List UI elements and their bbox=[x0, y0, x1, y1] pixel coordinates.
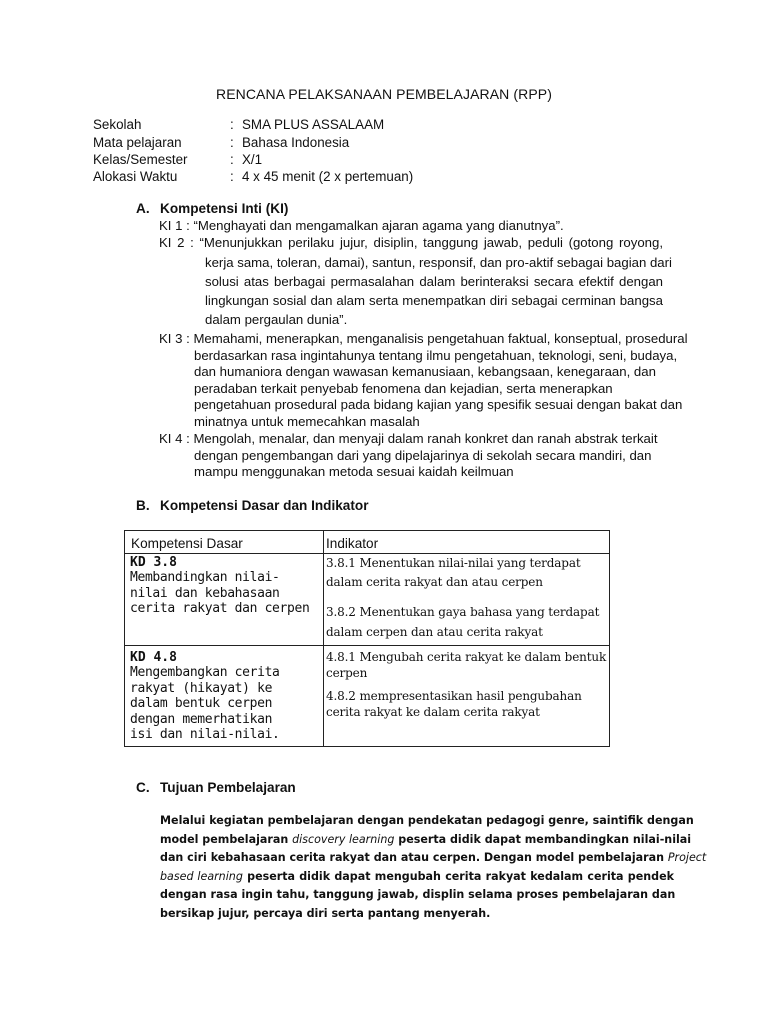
identity-separator: : bbox=[230, 169, 234, 184]
ki3-line: minatnya untuk memecahkan masalah bbox=[194, 414, 420, 429]
identity-label: Mata pelajaran bbox=[93, 135, 182, 150]
section-title: Kompetensi Dasar dan Indikator bbox=[160, 498, 369, 513]
identity-label: Alokasi Waktu bbox=[93, 169, 178, 184]
identity-value: 4 x 45 menit (2 x pertemuan) bbox=[242, 169, 414, 184]
kd-description: Membandingkan nilai- nilai dan kebahasaan cerita rakyat dan cerpen bbox=[130, 570, 310, 617]
text-run: model pembelajaran bbox=[160, 832, 293, 846]
section-letter: A. bbox=[136, 201, 150, 216]
indicator-cell bbox=[324, 554, 610, 646]
text-run: bersikap jujur, percaya diri serta pantang menyerah. bbox=[160, 906, 491, 920]
paragraph-line bbox=[160, 868, 674, 887]
ki2-line: lingkungan sosial dan alam serta menempatkan diri sebagai cerminan bangsa bbox=[205, 293, 663, 308]
paragraph-line bbox=[160, 831, 692, 850]
text-run: peserta didik dapat mengubah cerita rakyat kedalam cerita pendek bbox=[242, 869, 674, 883]
identity-label: Kelas/Semester bbox=[93, 152, 188, 167]
text-run-italic: Project bbox=[667, 851, 707, 865]
text-run: dengan rasa ingin tahu, tanggung jawab, displin selama proses pembelajaran dan bbox=[160, 888, 676, 902]
section-c-heading bbox=[136, 780, 296, 795]
ki4-line: KI 4 : Mengolah, menalar, dan menyaji dalam ranah konkret dan ranah abstrak terkait bbox=[159, 431, 658, 446]
table-row bbox=[125, 554, 610, 646]
kd-description: Mengembangkan cerita rakyat (hikayat) ke dalam bentuk cerpen dengan memerhatikan isi dan nilai-nilai. bbox=[130, 665, 280, 743]
table-row bbox=[125, 646, 610, 747]
paragraph-line bbox=[160, 886, 674, 905]
ki3-line: KI 3 : Memahami, menerapkan, menganalisis pengetahuan faktual, konseptual, prosedural bbox=[159, 331, 688, 346]
indicator-line: 4.8.2 mempresentasikan hasil pengubahan bbox=[326, 689, 582, 703]
indicator-cell bbox=[324, 646, 610, 747]
indicator-line: cerpen bbox=[326, 666, 368, 680]
identity-value: SMA PLUS ASSALAAM bbox=[242, 117, 385, 132]
ki2-line: solusi atas berbagai permasalahan dalam berinteraksi secara efektif dengan bbox=[205, 274, 663, 289]
section-a-heading bbox=[136, 201, 288, 216]
ki2-line: kerja sama, toleran, damai), santun, responsif, dan pro-aktif sebagai bagian dari bbox=[205, 255, 672, 270]
kd-code: KD 4.8 bbox=[130, 650, 177, 665]
ki3-line: pengetahuan prosedural pada bidang kajian yang spesifik sesuai dengan bakat dan bbox=[194, 397, 683, 412]
indicator-line: dalam cerita rakyat dan atau cerpen bbox=[326, 575, 543, 589]
ki3-line: berdasarkan rasa ingintahunya tentang ilmu pengetahuan, teknologi, seni, budaya, bbox=[194, 348, 678, 363]
text-run: peserta didik dapat membandingkan nilai-nilai bbox=[394, 832, 692, 846]
ki3-line: dan humaniora dengan wawasan kemanusiaan, kebangsaan, kenegaraan, dan bbox=[194, 364, 656, 379]
kd-cell bbox=[125, 554, 324, 646]
identity-separator: : bbox=[230, 135, 234, 150]
indicator-line: 3.8.2 Menentukan gaya bahasa yang terdapat bbox=[326, 605, 600, 619]
identity-value: X/1 bbox=[242, 152, 263, 167]
paragraph-line bbox=[160, 812, 694, 831]
document-title: RENCANA PELAKSANAAN PEMBELAJARAN (RPP) bbox=[215, 86, 552, 102]
table-header-cell: Indikator bbox=[324, 531, 610, 554]
text-run: Melalui kegiatan pembelajaran dengan pendekatan pedagogi genre, saintifik dengan bbox=[160, 814, 694, 827]
indicator-line: dalam cerpen dan atau cerita rakyat bbox=[326, 625, 543, 639]
indicator-line: cerita rakyat ke dalam cerita rakyat bbox=[326, 705, 540, 719]
text-run: dan ciri kebahasaan cerita rakyat dan atau cerpen. Dengan model pembelajaran bbox=[160, 851, 668, 865]
identity-separator: : bbox=[230, 117, 234, 132]
section-letter: C. bbox=[136, 780, 150, 795]
paragraph-line bbox=[160, 849, 707, 868]
section-title: Tujuan Pembelajaran bbox=[160, 780, 296, 795]
text-run-italic: based learning bbox=[160, 869, 243, 883]
table-header-row bbox=[125, 531, 610, 554]
section-title: Kompetensi Inti (KI) bbox=[160, 201, 289, 216]
ki1-text: KI 1 : “Menghayati dan mengamalkan ajaran agama yang dianutnya”. bbox=[159, 218, 564, 233]
ki2-line: dalam pergaulan dunia”. bbox=[205, 312, 348, 327]
section-letter: B. bbox=[136, 498, 150, 513]
indicator-line: 3.8.1 Menentukan nilai-nilai yang terdapat bbox=[326, 556, 581, 570]
ki3-line: peradaban terkait penyebab fenomena dan kejadian, serta menerapkan bbox=[194, 381, 613, 396]
kd-cell bbox=[125, 646, 324, 747]
indicator-line: 4.8.1 Mengubah cerita rakyat ke dalam bentuk bbox=[326, 650, 607, 664]
identity-value: Bahasa Indonesia bbox=[242, 135, 350, 150]
learning-objective-paragraph bbox=[160, 812, 707, 924]
text-run-italic: discovery learning bbox=[292, 832, 395, 846]
section-b-heading bbox=[136, 498, 369, 513]
paragraph-line bbox=[160, 905, 674, 924]
competency-table bbox=[124, 530, 610, 747]
identity-label: Sekolah bbox=[93, 117, 142, 132]
table-header-cell: Kompetensi Dasar bbox=[125, 531, 324, 554]
identity-separator: : bbox=[230, 152, 234, 167]
ki4-line: dengan pengembangan dari yang dipelajarinya di sekolah secara mandiri, dan bbox=[194, 448, 652, 463]
kd-code: KD 3.8 bbox=[130, 555, 177, 570]
ki2-line: KI 2 : “Menunjukkan perilaku jujur, disiplin, tanggung jawab, peduli (gotong royong, bbox=[159, 235, 663, 250]
ki4-line: mampu menggunakan metoda sesuai kaidah keilmuan bbox=[194, 464, 514, 479]
